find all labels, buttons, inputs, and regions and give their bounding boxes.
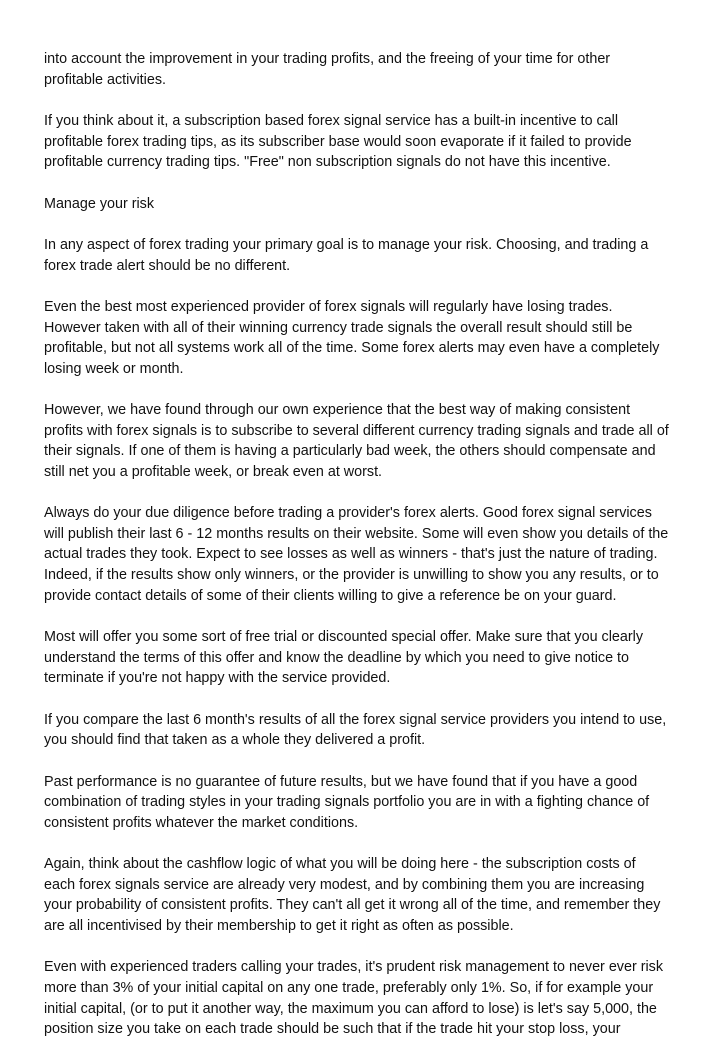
paragraph	[44, 400, 692, 482]
paragraph	[44, 503, 692, 606]
text-line: each forex signals service are already very modest, and by combining them you are increasing	[44, 876, 645, 893]
text-line: provide contact details of some of their clients willing to give a reference be on your guard.	[44, 587, 617, 604]
text-line: Always do your due diligence before trading a provider's forex alerts. Good forex signal services	[44, 505, 652, 522]
text-line: However, we have found through our own experience that the best way of making consistent	[44, 402, 631, 419]
text-line: profitable activities.	[44, 71, 166, 88]
text-line: If you compare the last 6 month's results of all the forex signal service providers you intend to use,	[44, 711, 667, 728]
text-line: In any aspect of forex trading your primary goal is to manage your risk. Choosing, and trading a	[44, 236, 649, 253]
text-line: your probability of consistent profits. They can't all get it wrong all of the time, and remember they	[44, 897, 661, 914]
text-line: Most will offer you some sort of free trial or discounted special offer. Make sure that you clearly	[44, 629, 643, 646]
text-line: profits with forex signals is to subscribe to several different currency trading signals and trade all of	[44, 422, 669, 439]
text-line: Past performance is no guarantee of future results, but we have found that if you have a good	[44, 773, 638, 790]
text-line: losing week or month.	[44, 360, 184, 377]
paragraph	[44, 297, 692, 379]
text-line: Manage your risk	[44, 195, 155, 212]
text-line: you should find that taken as a whole they delivered a profit.	[44, 732, 426, 749]
text-line: position size you take on each trade should be such that if the trade hit your stop loss, your	[44, 1021, 621, 1038]
text-line: Again, think about the cashflow logic of what you will be doing here - the subscription costs of	[44, 856, 636, 873]
text-line: However taken with all of their winning currency trade signals the overall result should still be	[44, 319, 633, 336]
paragraph	[44, 627, 692, 689]
text-line: understand the terms of this offer and know the deadline by which you need to give notice to	[44, 649, 630, 666]
section-heading	[44, 194, 692, 215]
text-line: forex trade alert should be no different.	[44, 257, 291, 274]
paragraph	[44, 235, 692, 276]
text-line: consistent profits whatever the market conditions.	[44, 814, 359, 831]
paragraph	[44, 772, 692, 834]
paragraph	[44, 957, 692, 1039]
text-line: If you think about it, a subscription based forex signal service has a built-in incentive to call	[44, 112, 619, 129]
text-line: are all incentivised by their membership to get it right as often as possible.	[44, 917, 514, 934]
paragraph	[44, 111, 692, 173]
paragraph	[44, 49, 692, 90]
text-line: Even the best most experienced provider of forex signals will regularly have losing trades.	[44, 298, 613, 315]
text-line: profitable currency trading tips. "Free" non subscription signals do not have this incentive.	[44, 154, 611, 171]
document-page	[44, 49, 692, 1061]
text-line: still net you a profitable week, or break even at worst.	[44, 463, 383, 480]
text-line: profitable, but not all systems work all of the time. Some forex alerts may even have a completely	[44, 340, 660, 357]
paragraph	[44, 710, 692, 751]
text-line: Indeed, if the results show only winners, or the provider is unwilling to show you any results, or to	[44, 567, 659, 584]
text-line: into account the improvement in your trading profits, and the freeing of your time for other	[44, 51, 611, 67]
text-line: their signals. If one of them is having a particularly bad week, the others should compensate and	[44, 443, 656, 460]
text-line: more than 3% of your initial capital on any one trade, preferably only 1%. So, if for example your	[44, 979, 654, 996]
text-line: terminate if you're not happy with the service provided.	[44, 670, 391, 687]
text-line: Even with experienced traders calling your trades, it's prudent risk management to never ever risk	[44, 959, 664, 976]
text-line: profitable forex trading tips, as its subscriber base would soon evaporate if it failed to provide	[44, 133, 632, 150]
text-line: combination of trading styles in your trading signals portfolio you are in with a fighting chance of	[44, 794, 650, 811]
text-line: initial capital, (or to put it another way, the maximum you can afford to lose) is let's say 5,000, the	[44, 1000, 657, 1017]
paragraph	[44, 854, 692, 936]
text-line: actual trades they took. Expect to see losses as well as winners - that's just the nature of trading.	[44, 546, 658, 563]
text-line: will publish their last 6 - 12 months results on their website. Some will even show you details of the	[44, 525, 669, 542]
